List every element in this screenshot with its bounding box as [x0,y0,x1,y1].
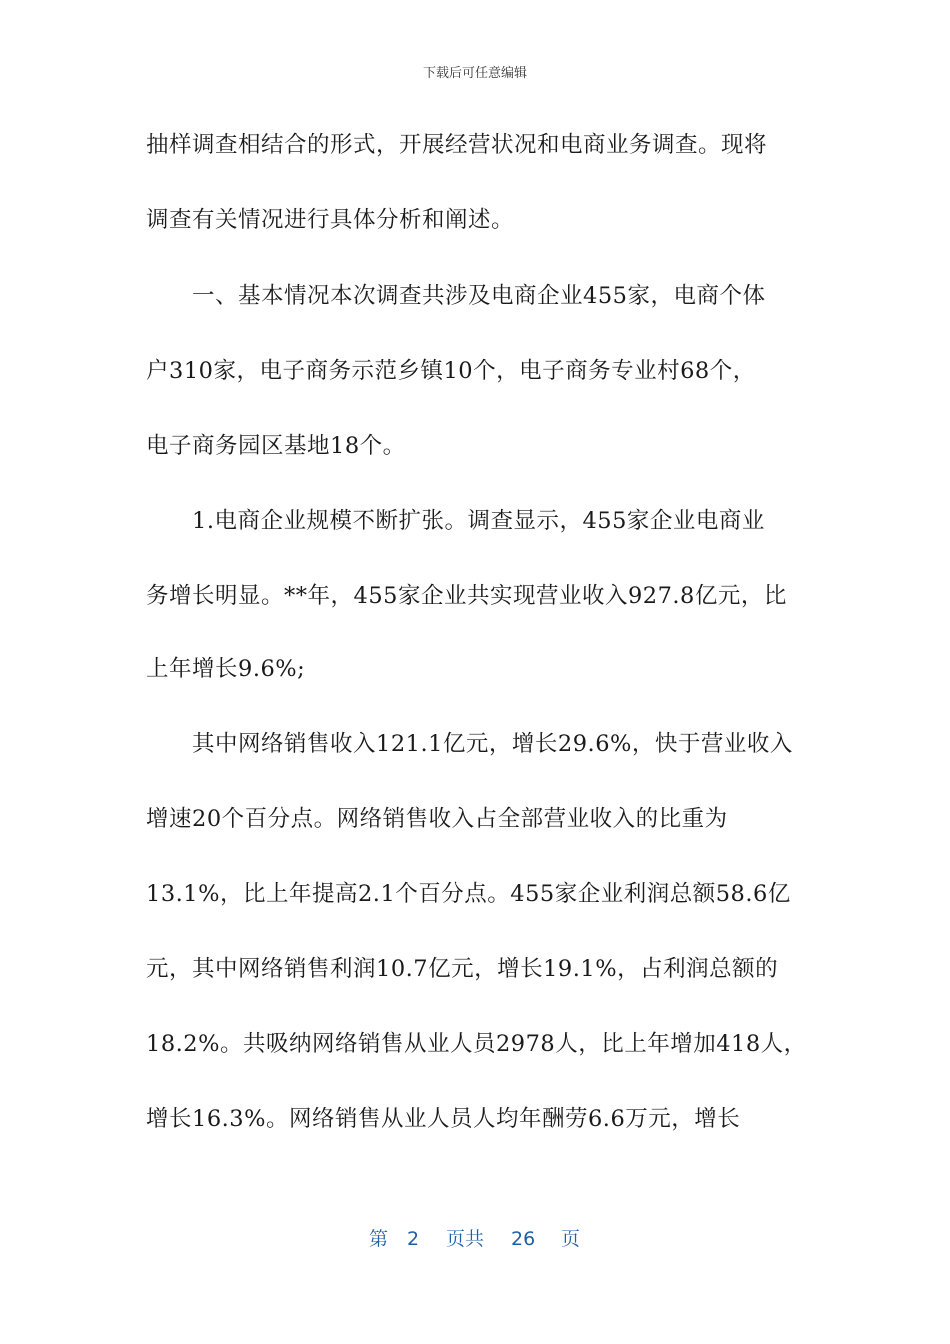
body-line: 户310家，电子商务示范乡镇10个，电子商务专业村68个， [146,358,756,384]
body-line: 务增长明显。**年，455家企业共实现营业收入927.8亿元，比 [146,583,787,609]
page-footer [0,1225,950,1253]
body-line: 1.电商企业规模不断扩张。调查显示，455家企业电商业 [192,508,765,534]
body-line: 电子商务园区基地18个。 [146,433,406,459]
body-line: 上年增长9.6%; [146,656,306,682]
footer-page-middle: 页共 [446,1228,485,1250]
body-line: 18.2%。共吸纳网络销售从业人员2978人，比上年增加418人， [146,1031,807,1057]
footer-page-prefix: 第 [369,1228,389,1250]
body-line: 调查有关情况进行具体分析和阐述。 [146,207,515,233]
body-line: 元，其中网络销售利润10.7亿元，增长19.1%，占利润总额的 [146,956,779,982]
body-line: 抽样调查相结合的形式，开展经营状况和电商业务调查。现将 [146,132,768,158]
body-line: 增长16.3%。网络销售从业人员人均年酬劳6.6万元，增长 [146,1106,741,1132]
body-line: 其中网络销售收入121.1亿元，增长29.6%，快于营业收入 [192,731,793,757]
footer-page-suffix: 页 [561,1228,581,1250]
footer-page-number: 2 [407,1228,420,1250]
footer-page-total: 26 [511,1228,536,1250]
body-line: 一、基本情况本次调查共涉及电商企业455家，电商个体 [192,283,766,309]
body-line: 增速20个百分点。网络销售收入占全部营业收入的比重为 [146,806,728,832]
body-line: 13.1%，比上年提高2.1个百分点。455家企业利润总额58.6亿 [146,881,791,907]
page-header-note: 下载后可任意编辑 [422,66,527,81]
